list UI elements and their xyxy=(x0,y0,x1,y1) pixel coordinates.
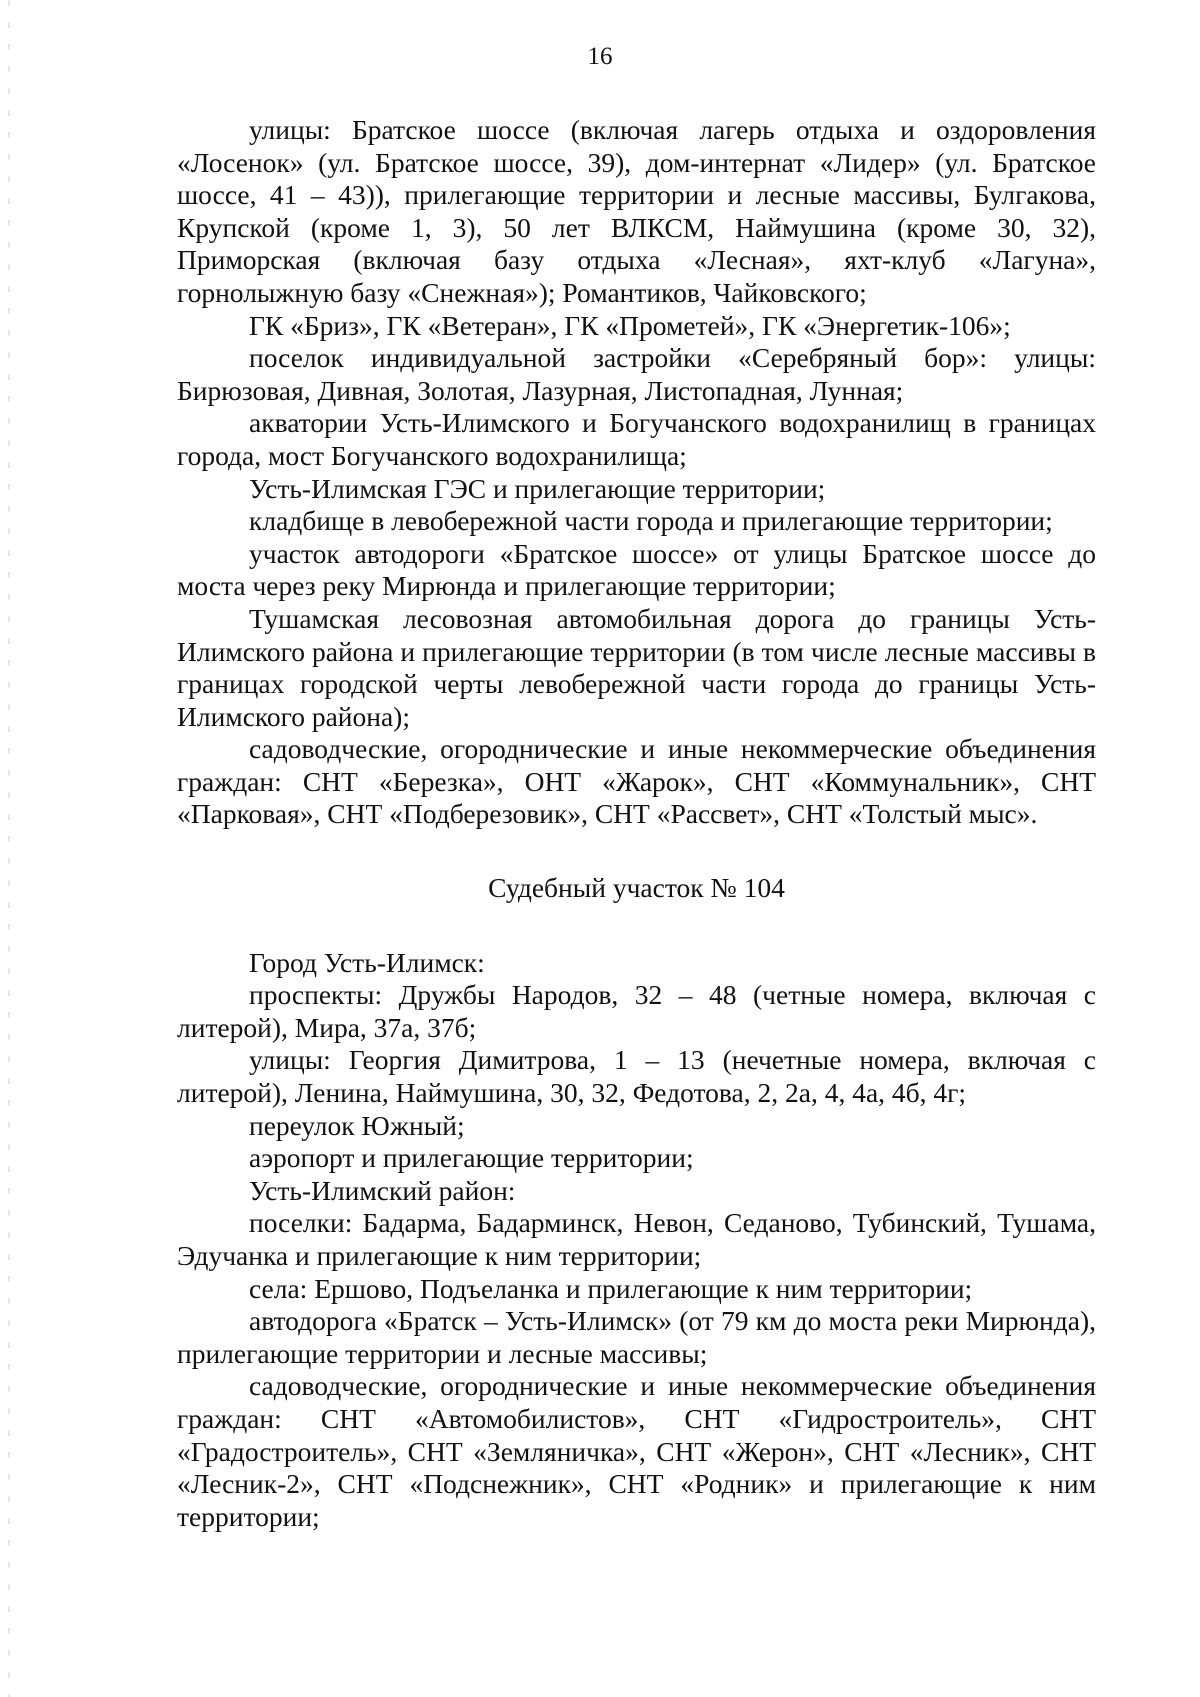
paragraph-road-section: участок автодороги «Братское шоссе» от улицы Братское шоссе до моста через реку Мирюнда и прилегающие территории; xyxy=(177,537,1096,602)
paragraph-villages: села: Ершово, Подъеланка и прилегающие к ним территории; xyxy=(249,1272,973,1304)
page-number: 16 xyxy=(587,43,613,70)
document-body xyxy=(177,114,1096,1533)
paragraph-avenues: проспекты: Дружбы Народов, 32 – 48 (четные номера, включая с литерой), Мира, 37а, 37б; xyxy=(177,979,1096,1043)
paragraph-garden-associations-1: садоводческие, огороднические и иные некоммерческие объединения граждан: СНТ «Березка», ОНТ «Жарок», СНТ «Коммунальник», СНТ «Парковая», СНТ «Подберезовик», СНТ «Рассвет», СНТ «Толстый мыс». xyxy=(177,733,1096,830)
paragraph-hydro-station: Усть-Илимская ГЭС и прилегающие территории; xyxy=(249,472,826,504)
paragraph-airport: аэропорт и прилегающие территории; xyxy=(249,1142,694,1174)
paragraph-streets-bratskoe: улицы: Братское шоссе (включая лагерь отдыха и оздоровления «Лосенок» (ул. Братское шоссе, 39), дом-интернат «Лидер» (ул. Братское шоссе, 41 – 43)), прилегающие территории и лесные массивы, Булгакова, Крупской (кроме 1, 3), 50 лет ВЛКСМ, Наймушина (кроме 30, 32), Приморская (включая базу отдыха «Лесная», яхт-клуб «Лагуна», горнолыжную базу «Снежная»); Романтиков, Чайковского; xyxy=(177,114,1096,308)
paragraph-garden-associations-2: садоводческие, огороднические и иные некоммерческие объединения граждан: СНТ «Автомобилистов», СНТ «Гидростроитель», СНТ «Градостроитель», СНТ «Земляничка», СНТ «Жерон», СНТ «Лесник», СНТ «Лесник-2», СНТ «Подснежник», СНТ «Родник» и прилегающие к ним территории; xyxy=(177,1370,1096,1532)
paragraph-cemetery: кладбище в левобережной части города и прилегающие территории; xyxy=(249,505,1053,537)
paragraph-settlements: поселки: Бадарма, Бадарминск, Невон, Седаново, Тубинский, Тушама, Эдучанка и прилегающие к ним территории; xyxy=(177,1207,1096,1271)
paragraph-district: Усть-Илимский район: xyxy=(249,1174,516,1206)
paragraph-lane: переулок Южный; xyxy=(249,1109,465,1141)
paragraph-tushamskaya-road: Тушамская лесовозная автомобильная дорога до границы Усть-Илимского района и прилегающие территории (в том числе лесные массивы в границах городской черты левобережной части города до границы Усть-Илимского района); xyxy=(177,602,1096,732)
paragraph-serebryany-bor: поселок индивидуальной застройки «Серебряный бор»: улицы: Бирюзовая, Дивная, Золотая, Лазурная, Листопадная, Лунная; xyxy=(177,342,1096,406)
paragraph-highway: автодорога «Братск – Усть-Илимск» (от 79 км до моста реки Мирюнда), прилегающие территории и лесные массивы; xyxy=(177,1305,1096,1369)
paragraph-streets: улицы: Георгия Димитрова, 1 – 13 (нечетные номера, включая с литерой), Ленина, Наймушина, 30, 32, Федотова, 2, 2а, 4, 4а, 4б, 4г; xyxy=(177,1044,1096,1109)
scan-edge-marks xyxy=(8,0,10,1697)
paragraph-city: Город Усть-Илимск: xyxy=(249,946,485,978)
paragraph-reservoir-waters: акватории Усть-Илимского и Богучанского водохранилищ в границах города, мост Богучанского водохранилища; xyxy=(177,407,1096,471)
paragraph-garage-cooperatives: ГК «Бриз», ГК «Ветеран», ГК «Прометей», ГК «Энергетик-106»; xyxy=(249,309,1011,341)
section-heading: Судебный участок № 104 xyxy=(488,872,785,904)
